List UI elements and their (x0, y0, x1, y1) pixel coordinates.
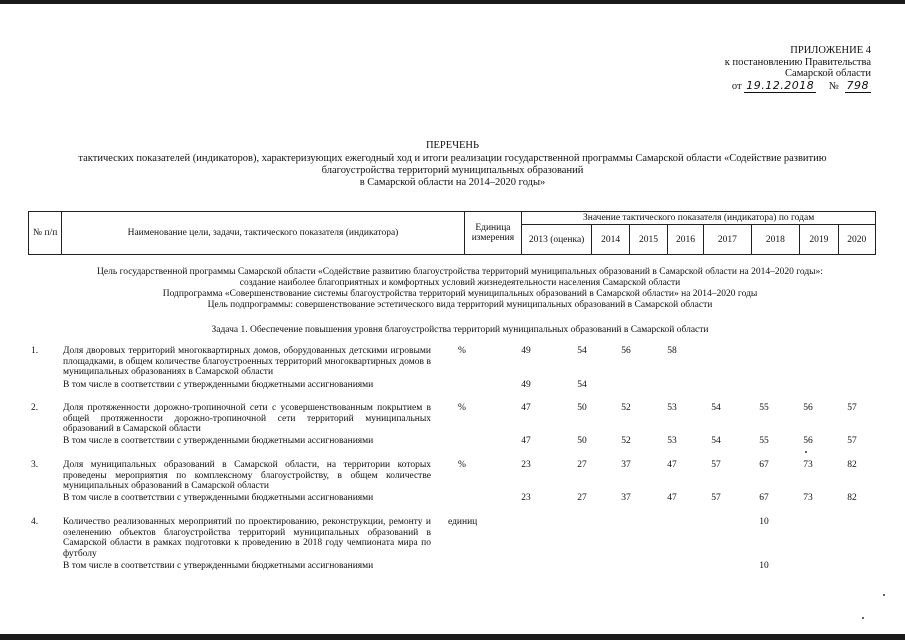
title-line-1: тактических показателей (индикаторов), характеризующих ежегодный ход и итоги реализации государственной программы Самарской области «Содействие развитию (78, 153, 827, 164)
value-2019: 73 (803, 460, 813, 470)
value-2017: 54 (711, 403, 721, 413)
budget-subline: В том числе в соответствии с утвержденными бюджетными ассигнованиями (63, 436, 374, 446)
sub-value-2015: 52 (621, 436, 631, 446)
scan-top-border (0, 0, 905, 4)
value-2016: 47 (667, 460, 677, 470)
sub-value-2017: 57 (711, 493, 721, 503)
value-2020: 82 (847, 460, 857, 470)
header-col-name: Наименование цели, задачи, тактического показателя (индикатора) (62, 212, 464, 255)
appendix-line-1: к постановлению Правительства (724, 56, 871, 68)
value-2015: 56 (621, 346, 631, 356)
sub-value-2018: 10 (759, 561, 769, 571)
sub-value-2013: 23 (521, 493, 531, 503)
header-year: 2015 (630, 225, 667, 255)
sub-value-2014: 50 (577, 436, 587, 446)
budget-subline: В том числе в соответствии с утвержденными бюджетными ассигнованиями (63, 561, 374, 571)
sub-value-2019: 73 (803, 493, 813, 503)
header-col-values: Значение тактического показателя (индикатора) по годам (522, 212, 876, 225)
value-2013: 49 (521, 346, 531, 356)
sub-value-2019: 56 (803, 436, 813, 446)
subprogram-title: Подпрограмма «Совершенствование системы благоустройства территорий муниципальных образований в Самарской области» на 2014–2020 годы (162, 289, 758, 299)
value-2013: 47 (521, 403, 531, 413)
title-heading: ПЕРЕЧЕНЬ (425, 140, 480, 151)
handwritten-date: 19.12.2018 (746, 78, 815, 92)
value-2017: 57 (711, 460, 721, 470)
appendix-block (671, 45, 871, 92)
title-line-2: благоустройства территорий муниципальных образований (321, 165, 584, 176)
sub-value-2013: 47 (521, 436, 531, 446)
value-2018: 10 (759, 517, 769, 527)
value-2014: 54 (577, 346, 587, 356)
goal-line-2: создание наиболее благоприятных и комфортных условий жизнедеятельности населения Самарской области (239, 278, 681, 288)
sub-value-2017: 54 (711, 436, 721, 446)
goal-line-1: Цель государственной программы Самарской области «Содействие развитию благоустройства территорий муниципальных образований в Самарской области на 2014–2020 годы»: (97, 267, 823, 277)
value-2013: 23 (521, 460, 531, 470)
task-1: Задача 1. Обеспечение повышения уровня благоустройства территорий муниципальных образований в Самарской области (211, 325, 709, 335)
indicator-unit: % (458, 346, 466, 356)
sub-value-2018: 67 (759, 493, 769, 503)
scan-speck (883, 594, 885, 596)
indicator-number: 3. (31, 460, 39, 470)
value-2019: 56 (803, 403, 813, 413)
indicator-number: 1. (31, 346, 39, 356)
scan-bottom-border (0, 634, 905, 640)
sub-value-2015: 37 (621, 493, 631, 503)
header-year: 2019 (800, 225, 838, 255)
indicator-unit: единиц (448, 517, 478, 527)
subprogram-goal: Цель подпрограммы: совершенствование эстетического вида территорий муниципальных образований в Самарской области (207, 300, 713, 310)
sub-value-2016: 47 (667, 493, 677, 503)
header-year: 2017 (704, 225, 752, 255)
scan-speck (805, 451, 807, 453)
appendix-title: ПРИЛОЖЕНИЕ 4 (790, 45, 871, 56)
header-year: 2014 (591, 225, 629, 255)
value-2020: 57 (847, 403, 857, 413)
value-2014: 27 (577, 460, 587, 470)
header-col-number: № п/п (29, 212, 62, 255)
value-2018: 55 (759, 403, 769, 413)
appendix-signature-line (671, 80, 871, 93)
indicator-table-header (28, 211, 876, 255)
document-title (40, 140, 865, 189)
budget-subline: В том числе в соответствии с утвержденными бюджетными ассигнованиями (63, 380, 374, 390)
header-year: 2020 (838, 225, 875, 255)
value-2015: 37 (621, 460, 631, 470)
scan-speck (862, 617, 864, 619)
header-col-unit: Единица измерения (464, 212, 522, 255)
title-line-3: в Самарской области на 2014–2020 годы» (359, 177, 546, 188)
header-year: 2013 (оценка) (522, 225, 592, 255)
value-2016: 58 (667, 346, 677, 356)
indicator-unit: % (458, 403, 466, 413)
value-2015: 52 (621, 403, 631, 413)
value-2014: 50 (577, 403, 587, 413)
number-label: № (828, 80, 839, 92)
indicator-number: 2. (31, 403, 39, 413)
budget-subline: В том числе в соответствии с утвержденными бюджетными ассигнованиями (63, 493, 374, 503)
appendix-line-2: Самарской области (785, 68, 871, 79)
indicator-text: Доля протяженности дорожно-тропиночной сети с усовершенствованным покрытием в общей протяженности дорожно-тропиночной сети территорий муниципальных образований в Самарской области (63, 403, 431, 434)
from-label: от (731, 80, 742, 92)
header-year: 2016 (667, 225, 703, 255)
sub-value-2013: 49 (521, 380, 531, 390)
value-2016: 53 (667, 403, 677, 413)
sub-value-2016: 53 (667, 436, 677, 446)
indicator-text: Доля муниципальных образований в Самарской области, на территории которых проведены мероприятия по комплексному благоустройству, в общем количестве муниципальных образований в Самарской области (63, 460, 431, 491)
header-year: 2018 (751, 225, 800, 255)
program-goal (60, 267, 860, 311)
sub-value-2020: 57 (847, 436, 857, 446)
handwritten-number: 798 (846, 78, 869, 92)
sub-value-2014: 27 (577, 493, 587, 503)
sub-value-2018: 55 (759, 436, 769, 446)
indicator-unit: % (458, 460, 466, 470)
indicator-text: Доля дворовых территорий многоквартирных домов, оборудованных детскими игровыми площадками, в общем количестве благоустроенных территорий многоквартирных домов в муниципальных образованиях в Самарской области (63, 346, 431, 377)
value-2018: 67 (759, 460, 769, 470)
indicator-number: 4. (31, 517, 39, 527)
sub-value-2020: 82 (847, 493, 857, 503)
indicator-text: Количество реализованных мероприятий по проектированию, реконструкции, ремонту и озеленению объектов благоустройства территорий муниципальных образований в Самарской области в рамках подготовки к проведению в 2018 году чемпионата мира по футболу (63, 517, 431, 559)
sub-value-2014: 54 (577, 380, 587, 390)
